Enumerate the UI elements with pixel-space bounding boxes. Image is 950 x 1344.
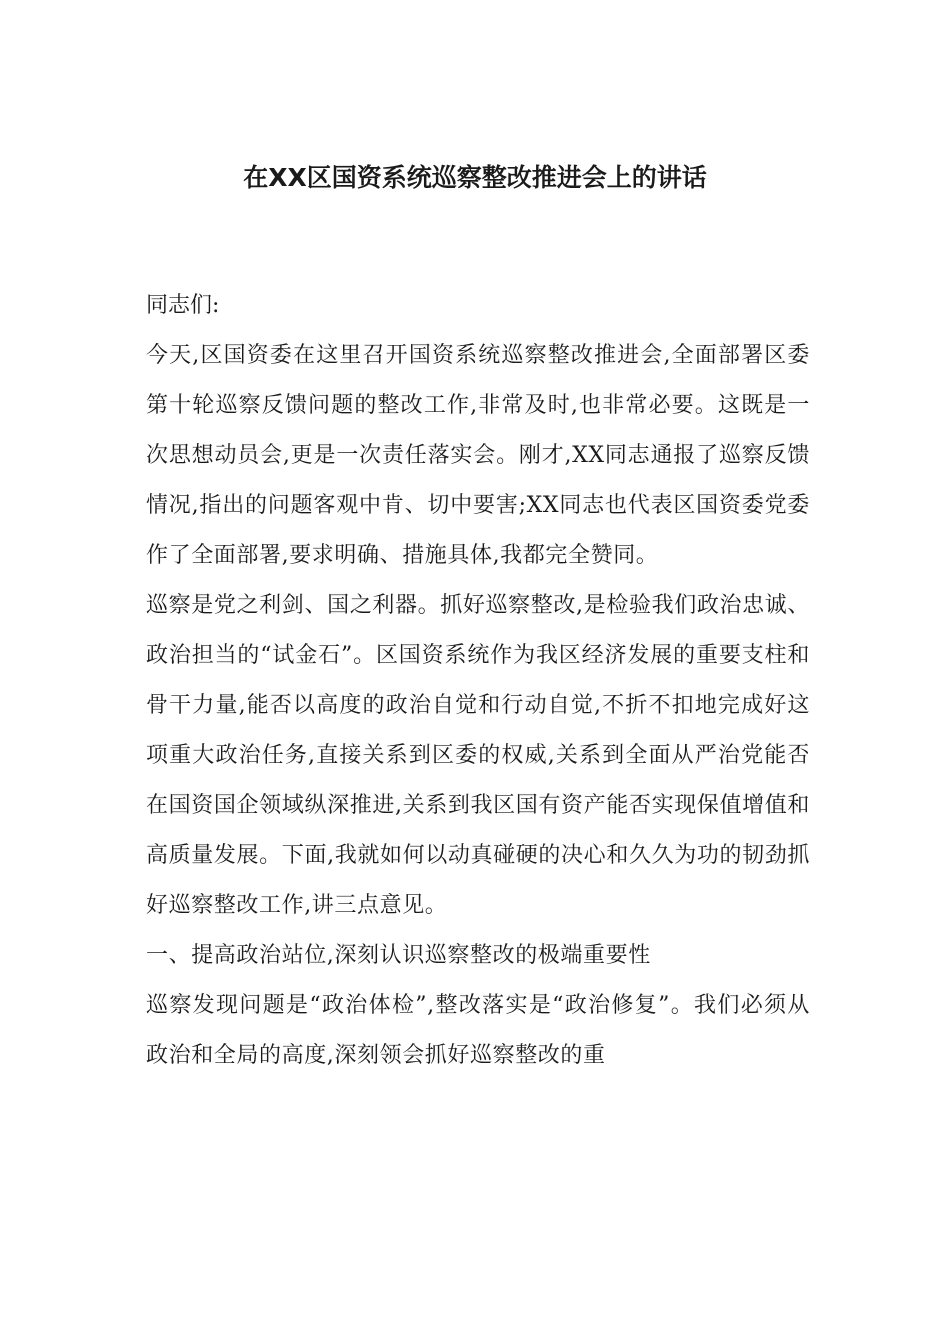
paragraph-opening: 今天,区国资委在这里召开国资系统巡察整改推进会,全面部署区委第十轮巡察反馈问题的整改工作,非常及时,也非常必要。这既是一次思想动员会,更是一次责任落实会。刚才,XX同志通报了巡察反馈情况,指出的问题客观中肯、切中要害;XX同志也代表区国资委党委作了全面部署,要求明确、措施具体,我都完全赞同。 [146,343,810,568]
salutation: 同志们: [146,293,220,318]
paragraph-section-one: 巡察发现问题是“政治体检”,整改落实是“政治修复”。我们必须从政治和全局的高度,深刻领会抓好巡察整改的重 [146,993,810,1068]
section-heading-one: 一、提高政治站位,深刻认识巡察整改的极端重要性 [146,943,651,968]
document-body [146,281,810,1081]
paragraph-significance: 巡察是党之利剑、国之利器。抓好巡察整改,是检验我们政治忠诚、政治担当的“试金石”。区国资系统作为我区经济发展的重要支柱和骨干力量,能否以高度的政治自觉和行动自觉,不折不扣地完成好这项重大政治任务,直接关系到区委的权威,关系到全面从严治党能否在国资国企领域纵深推进,关系到我区国有资产能否实现保值增值和高质量发展。下面,我就如何以动真碰硬的决心和久久为功的韧劲抓好巡察整改工作,讲三点意见。 [146,593,810,918]
document-title: 在XX区国资系统巡察整改推进会上的讲话 [243,163,707,192]
